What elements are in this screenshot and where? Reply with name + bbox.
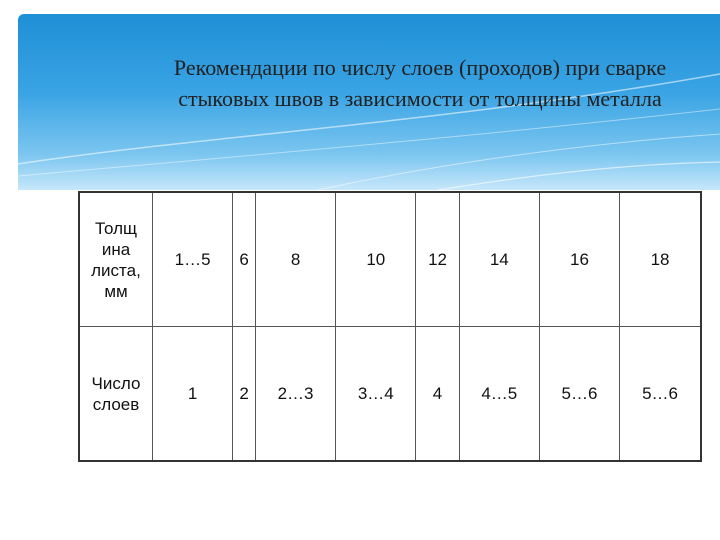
table-cell: 5…6 — [620, 327, 701, 462]
table-cell: 5…6 — [539, 327, 619, 462]
table-cell: 16 — [539, 192, 619, 327]
table-cell: 1…5 — [153, 192, 233, 327]
table-cell: 14 — [459, 192, 539, 327]
table-cell: 3…4 — [336, 327, 416, 462]
table-cell: 10 — [336, 192, 416, 327]
slide-title: Рекомендации по числу слоев (проходов) при сварке стыковых швов в зависимости от толщины металла — [173, 55, 667, 111]
row-header-thickness: Толщ ина листа, мм — [79, 192, 153, 327]
table-row — [79, 327, 701, 462]
data-table — [78, 191, 702, 462]
table-cell: 2 — [233, 327, 256, 462]
table-cell: 4 — [416, 327, 459, 462]
table-cell: 1 — [153, 327, 233, 462]
table-cell: 6 — [233, 192, 256, 327]
table-cell: 18 — [620, 192, 701, 327]
table-cell: 2…3 — [255, 327, 335, 462]
table-row — [79, 192, 701, 327]
table-cell: 8 — [255, 192, 335, 327]
table-cell: 4…5 — [459, 327, 539, 462]
row-header-layers: Число слоев — [91, 373, 141, 414]
table-cell: 12 — [416, 192, 459, 327]
